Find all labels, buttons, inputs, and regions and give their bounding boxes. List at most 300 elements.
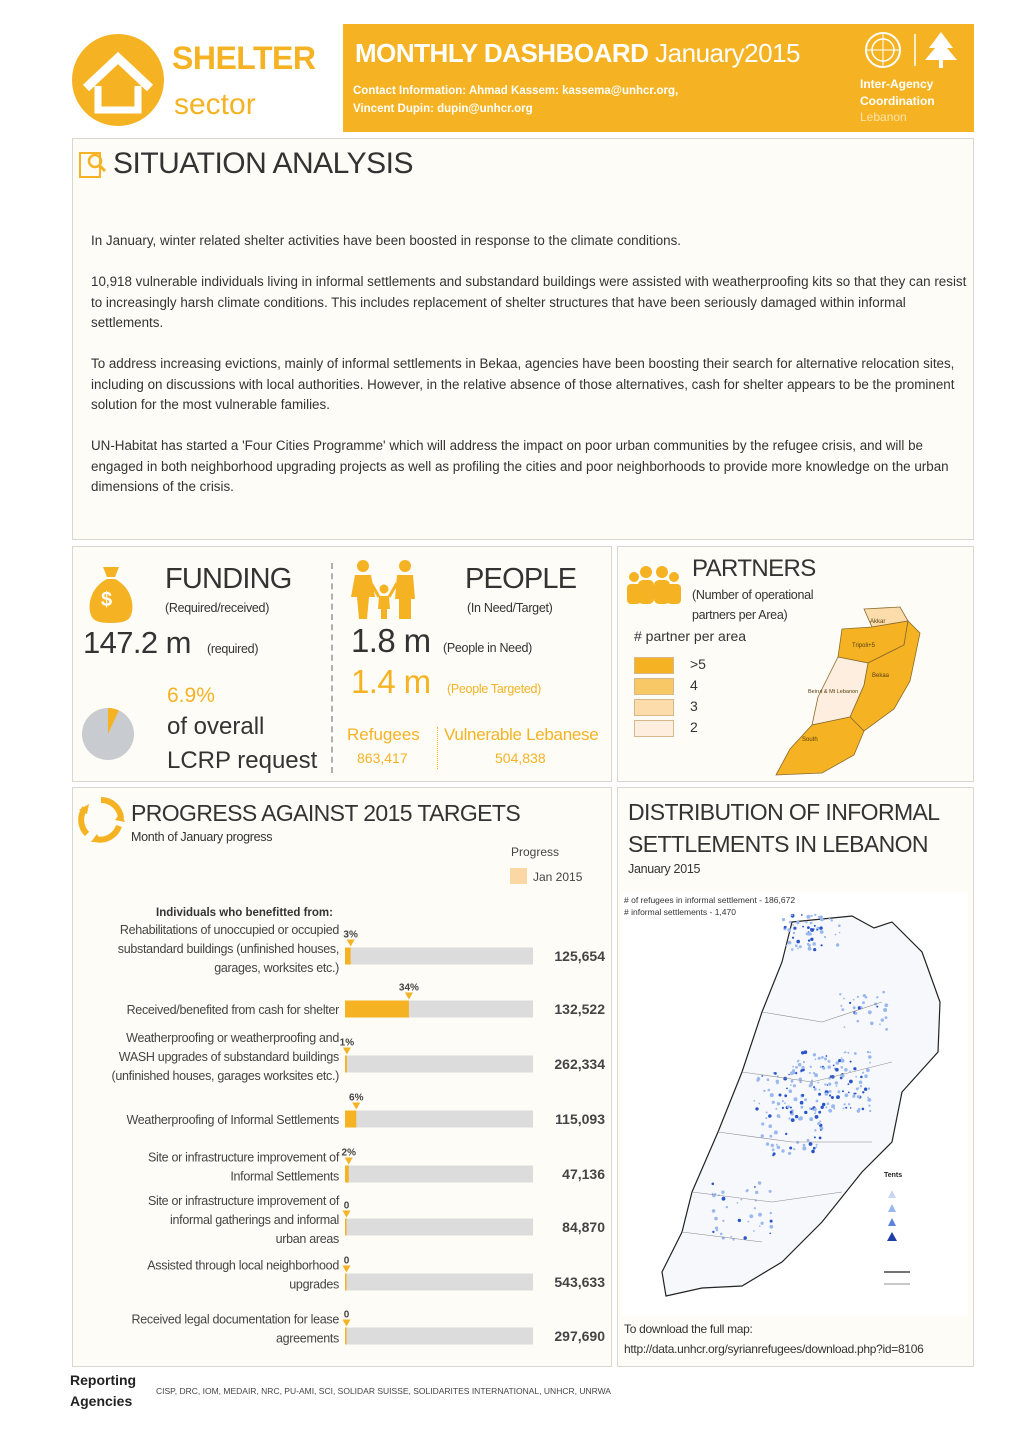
settlement-dot — [831, 1104, 835, 1108]
settlement-dot — [845, 1051, 847, 1053]
settlement-dot — [759, 1225, 761, 1227]
settlement-dot — [810, 922, 813, 925]
settlement-dot — [817, 1082, 819, 1084]
settlement-dot — [810, 1066, 812, 1068]
settlement-dot — [777, 1114, 781, 1118]
progress-category-label: Informal Settlements — [230, 1169, 339, 1184]
settlement-dot — [754, 1207, 756, 1209]
settlement-dot — [791, 914, 793, 916]
settlement-dot — [792, 937, 794, 939]
footer-label-line: Reporting — [70, 1372, 137, 1388]
distribution-map — [622, 892, 968, 1316]
progress-track — [345, 1219, 533, 1236]
progress-category-label: (unfinished houses, garages worksites etc.) — [111, 1069, 339, 1083]
settlement-dot — [858, 1108, 861, 1111]
settlement-dot — [801, 1066, 804, 1069]
progress-bar — [345, 1001, 409, 1018]
org-line-1: Inter-Agency — [860, 77, 934, 91]
settlement-dot — [722, 1197, 726, 1201]
settlement-dot — [781, 1149, 784, 1152]
settlement-dot — [799, 1081, 802, 1084]
settlement-dot — [821, 1056, 824, 1059]
settlement-dot — [850, 1107, 852, 1109]
partners-title: PARTNERS — [692, 555, 816, 582]
settlement-dot — [770, 1093, 774, 1097]
progress-subtitle: Month of January progress — [131, 830, 273, 844]
settlement-dot — [844, 1026, 846, 1028]
settlement-dot — [796, 921, 799, 924]
settlement-dot — [858, 1087, 860, 1089]
settlement-dot — [813, 1053, 816, 1056]
settlement-dot — [748, 1221, 750, 1223]
settlement-dot — [790, 1107, 792, 1109]
settlement-dot — [833, 1065, 835, 1067]
progress-legend-item: Jan 2015 — [533, 870, 583, 884]
settlement-dot — [866, 1068, 870, 1072]
partners-legend-title: # partner per area — [634, 628, 747, 644]
settlement-dot — [813, 948, 816, 951]
settlement-dot — [772, 1101, 775, 1104]
settlement-dot — [768, 1089, 771, 1092]
settlement-dot — [819, 926, 822, 929]
group-icon — [622, 563, 686, 612]
progress-marker — [343, 1320, 351, 1327]
settlement-dot — [721, 1191, 724, 1194]
settlement-dot — [828, 918, 830, 920]
progress-category-label: garages, worksites etc.) — [214, 961, 339, 975]
settlement-dot — [864, 1074, 868, 1078]
settlement-dot — [755, 1199, 757, 1201]
tent-legend-icon — [888, 1218, 896, 1226]
settlement-dot — [879, 1023, 881, 1025]
contact-line-2: Vincent Dupin: dupin@unhcr.org — [353, 103, 533, 115]
settlement-dot — [712, 1209, 716, 1213]
progress-row — [118, 923, 605, 975]
settlement-dot — [843, 1107, 845, 1109]
progress-row — [112, 1031, 606, 1083]
divider — [331, 563, 333, 773]
tent-legend-icon — [888, 1204, 896, 1212]
settlement-dot — [777, 1146, 781, 1150]
settlement-dot — [782, 918, 785, 921]
settlement-dot — [786, 945, 788, 947]
settlement-dot — [860, 1085, 862, 1087]
settlement-dot — [801, 1051, 804, 1054]
settlement-dot — [785, 1133, 787, 1135]
settlement-dot — [818, 1111, 821, 1114]
progress-marker — [347, 940, 355, 947]
settlement-dot — [795, 1115, 798, 1118]
settlement-dot — [868, 1055, 872, 1059]
settlement-dot — [819, 1137, 822, 1140]
settlement-dot — [767, 1078, 770, 1081]
settlement-dot — [862, 1091, 864, 1093]
settlement-dot — [835, 1081, 838, 1084]
settlement-dot — [790, 1071, 794, 1075]
settlement-dot — [788, 941, 792, 945]
progress-percent-label: 0 — [343, 1309, 350, 1321]
progress-bar — [345, 948, 351, 965]
settlement-dot — [792, 1066, 794, 1068]
settlement-dot — [821, 944, 823, 946]
progress-target-value: 297,690 — [554, 1328, 605, 1344]
settlement-dot — [859, 1081, 863, 1085]
settlement-dot — [831, 919, 833, 921]
settlement-dot — [850, 1061, 852, 1063]
settlement-dot — [777, 1102, 780, 1105]
settlement-dot — [849, 1070, 851, 1072]
settlement-dot — [755, 1191, 758, 1194]
settlement-dot — [838, 924, 841, 927]
partners-map — [768, 605, 968, 777]
settlement-dot — [828, 1065, 831, 1068]
settlement-dot — [835, 934, 837, 936]
settlement-dot — [817, 1122, 820, 1125]
settlement-dot — [839, 932, 841, 934]
funding-pie-chart — [81, 707, 135, 761]
settlement-dot — [791, 1080, 794, 1083]
settlement-dot — [862, 1072, 864, 1074]
progress-bar-chart — [73, 788, 613, 1368]
settlement-dot — [848, 1103, 850, 1105]
settlement-dot — [774, 1131, 778, 1135]
settlement-dot — [876, 1006, 878, 1008]
reporting-agencies-label — [70, 1370, 136, 1412]
progress-bar — [345, 1328, 347, 1345]
map-label-tripoli: Tripoli+5 — [852, 643, 875, 649]
emblems — [857, 28, 967, 72]
settlement-dot — [797, 948, 799, 950]
settlement-dot — [836, 1061, 840, 1065]
progress-title: PROGRESS AGAINST 2015 TARGETS — [131, 800, 521, 826]
lebanon-outline — [662, 916, 940, 1296]
settlement-dot — [820, 1066, 822, 1068]
funding-subtitle: (Required/received) — [165, 601, 270, 615]
settlement-dot — [770, 1220, 773, 1223]
settlement-dot — [776, 1080, 779, 1083]
funding-of-overall: of overall — [167, 713, 265, 740]
progress-percent-label: 3% — [343, 929, 358, 941]
progress-panel — [72, 787, 612, 1367]
settlement-dot — [814, 1113, 816, 1115]
settlement-dot — [870, 1022, 874, 1026]
settlement-dot — [795, 1066, 798, 1069]
settlement-dot — [869, 1110, 871, 1112]
settlement-dot — [715, 1227, 718, 1230]
settlement-dot — [814, 1088, 817, 1091]
settlement-dot — [814, 1136, 816, 1138]
progress-bar — [345, 1111, 356, 1128]
settlement-dot — [862, 1001, 865, 1004]
partners-subtitle-line: (Number of operational — [692, 588, 814, 602]
progress-category-label: Site or infrastructure improvement of — [147, 1194, 339, 1208]
distribution-panel — [617, 787, 974, 1367]
settlement-dot — [814, 914, 816, 916]
progress-category-label: upgrades — [289, 1277, 339, 1292]
progress-percent-label: 0 — [343, 1255, 350, 1267]
progress-target-value: 115,093 — [555, 1111, 605, 1127]
settlement-dot — [869, 1051, 871, 1053]
dashboard-title — [355, 38, 800, 69]
settlement-dot — [799, 945, 802, 948]
legend-swatch — [634, 720, 674, 737]
settlement-dot — [793, 932, 795, 934]
settlement-dot — [836, 1085, 838, 1087]
funding-percent: 6.9% — [167, 684, 215, 707]
settlement-dot — [771, 1144, 774, 1147]
settlement-dot — [809, 1108, 811, 1110]
settlement-dot — [769, 1225, 773, 1229]
settlement-dot — [815, 1059, 817, 1061]
partners-panel — [617, 546, 974, 782]
settlement-dot — [855, 1093, 857, 1095]
settlement-dot — [853, 999, 855, 1001]
settlement-dot — [857, 1020, 860, 1023]
settlement-dot — [854, 1052, 857, 1055]
settlement-dot — [740, 1199, 742, 1201]
settlement-dot — [829, 1090, 832, 1093]
progress-bar — [345, 1056, 347, 1073]
progress-category-label: Weatherproofing or weatherproofing and — [126, 1031, 339, 1045]
settlement-dot — [770, 1136, 772, 1138]
sector-sub: sector — [174, 88, 256, 121]
dashboard-month: January2015 — [655, 38, 800, 68]
situation-paragraph: 10,918 vulnerable individuals living in informal settlements and substandard buildings were assisted with weatherproofing kits so that they can resist to increasingly harsh climate conditions. This includes replacement of shelter structures that have been seriously damaged within informal settlements. — [91, 274, 967, 330]
progress-group-label: Individuals who benefitted from: — [156, 907, 333, 919]
settlement-dot — [811, 915, 813, 917]
org-line-2: Coordination — [860, 94, 935, 108]
progress-category-label: substandard buildings (unfinished houses, — [117, 942, 339, 956]
settlement-dot — [809, 1142, 813, 1146]
settlement-dot — [726, 1206, 728, 1208]
sector-name: SHELTER — [172, 40, 316, 76]
settlement-dot — [841, 1008, 844, 1011]
map-label-beirut: Beirut & Mt Lebanon — [808, 689, 859, 695]
settlement-dot — [822, 1103, 825, 1106]
tent-legend-icon — [887, 1232, 897, 1241]
download-info — [624, 1319, 923, 1359]
settlement-dot — [791, 948, 794, 951]
settlement-dot — [848, 1092, 850, 1094]
people-title: PEOPLE — [465, 563, 577, 595]
family-icon — [349, 559, 421, 626]
settlement-dot — [815, 1115, 819, 1119]
settlement-dot — [831, 1096, 834, 1099]
progress-percent-label: 0 — [343, 1200, 350, 1212]
progress-row — [148, 1148, 605, 1184]
refugees-label: Refugees — [347, 725, 420, 744]
settlement-dot — [841, 1066, 844, 1069]
settlement-dot — [804, 1098, 807, 1101]
settlement-dot — [836, 1095, 840, 1099]
settlement-dot — [803, 1144, 806, 1147]
settlement-dot — [784, 1094, 787, 1097]
settlement-dot — [813, 1147, 816, 1150]
progress-row — [148, 1194, 605, 1246]
progress-track — [345, 1056, 533, 1073]
progress-target-value: 262,334 — [554, 1056, 605, 1072]
settlement-dot — [820, 1129, 822, 1131]
progress-target-value: 84,870 — [562, 1219, 605, 1235]
map-area-south — [776, 717, 864, 775]
settlement-dot — [808, 939, 810, 941]
settlement-dot — [720, 1233, 723, 1236]
settlement-dot — [730, 1236, 732, 1238]
settlement-dot — [757, 1077, 761, 1081]
distribution-title — [628, 796, 939, 860]
settlement-dot — [836, 943, 839, 946]
settlement-dot — [791, 1118, 795, 1122]
settlement-dot — [762, 1123, 764, 1125]
tent-legend-icon — [888, 1190, 896, 1198]
settlement-dot — [869, 1011, 872, 1014]
progress-target-value: 132,522 — [554, 1001, 605, 1017]
settlement-dot — [805, 921, 808, 924]
settlement-dot — [768, 1114, 771, 1117]
settlement-dot — [761, 1222, 764, 1225]
settlement-dot — [814, 925, 816, 927]
settlement-dot — [839, 993, 841, 995]
funding-amount-note: (required) — [207, 642, 259, 656]
settlement-dot — [812, 1108, 814, 1110]
settlement-dot — [789, 921, 792, 924]
distribution-stat: # informal settlements - 1,470 — [624, 907, 736, 917]
legend-label: 2 — [690, 719, 698, 735]
legend-label: 4 — [690, 677, 698, 693]
settlement-dot — [829, 1094, 831, 1096]
map-legend-title: Tents — [884, 1172, 903, 1179]
progress-category-label: WASH upgrades of substandard buildings — [118, 1050, 339, 1064]
org-name — [860, 76, 935, 110]
settlement-dot — [753, 1100, 755, 1102]
settlement-dot — [803, 1061, 805, 1063]
settlement-dot — [862, 1108, 865, 1111]
settlement-dot — [793, 1084, 796, 1087]
progress-category-label: Received legal documentation for lease — [131, 1312, 339, 1327]
settlement-dot — [853, 1067, 856, 1070]
settlement-dot — [809, 1117, 813, 1121]
settlement-dot — [793, 1148, 795, 1150]
settlement-dot — [828, 1083, 831, 1086]
settlement-dot — [774, 1072, 777, 1075]
progress-category-label: Weatherproofing of Informal Settlements — [126, 1113, 339, 1127]
legend-swatch — [634, 699, 674, 716]
map-label-south: South — [802, 737, 818, 743]
settlement-dot — [828, 1109, 832, 1113]
settlement-dot — [801, 914, 803, 916]
situation-paragraph: To address increasing evictions, mainly of informal settlements in Bekaa, agencies have been boosting their search for alternative relocation sites, including on discussions with local authorities. However, in the relative absence of those alternatives, cash for shelter appears to be the prominent solution for the most vulnerable families. — [91, 356, 955, 412]
settlement-dot — [722, 1220, 724, 1222]
settlement-dot — [776, 1144, 778, 1146]
settlement-dot — [765, 1117, 767, 1119]
settlement-dot — [755, 1107, 758, 1110]
un-emblem-icon — [857, 28, 967, 72]
situation-paragraph: In January, winter related shelter activities have been boosted in response to the climate conditions. — [91, 233, 682, 248]
progress-category-label: urban areas — [275, 1232, 339, 1246]
settlement-dot — [820, 930, 824, 934]
legend-label: 3 — [690, 698, 698, 714]
settlement-dot — [884, 1003, 888, 1007]
settlement-dot — [844, 1103, 846, 1105]
settlement-dot — [810, 1083, 813, 1086]
settlement-dot — [816, 929, 818, 931]
progress-target-value: 125,654 — [554, 948, 605, 964]
settlement-dot — [790, 1111, 793, 1114]
map-label-akkar: Akkar — [870, 619, 886, 625]
settlement-dot — [753, 1230, 755, 1232]
progress-track — [345, 1166, 533, 1183]
progress-percent-label: 2% — [341, 1147, 356, 1159]
settlement-dot — [824, 1083, 826, 1085]
settlement-dot — [855, 1076, 857, 1078]
settlement-dot — [826, 1055, 828, 1057]
settlement-dot — [852, 1095, 855, 1098]
progress-category-label: Rehabilitations of unoccupied or occupied — [119, 923, 339, 937]
settlement-dot — [737, 1202, 739, 1204]
contact-info — [353, 82, 773, 118]
progress-marker — [343, 1048, 351, 1055]
settlement-dot — [876, 996, 878, 998]
settlement-dot — [814, 1108, 817, 1111]
progress-target-value: 543,633 — [554, 1274, 605, 1290]
settlement-dot — [825, 1106, 827, 1108]
settlement-dot — [867, 1051, 869, 1053]
settlement-dot — [841, 1060, 843, 1062]
settlement-dot — [793, 927, 796, 930]
settlement-dot — [746, 1190, 749, 1193]
settlement-dot — [775, 1108, 777, 1110]
progress-category-label: Received/benefited from cash for shelter — [126, 1003, 339, 1017]
settlement-dot — [798, 1063, 802, 1067]
map-label-bekaa: Bekaa — [872, 673, 890, 679]
settlement-dot — [810, 928, 814, 932]
divider — [437, 727, 438, 769]
distribution-stat: # of refugees in informal settlement - 186,672 — [624, 895, 796, 905]
settlement-dot — [802, 926, 804, 928]
progress-marker — [343, 1266, 351, 1273]
progress-marker — [345, 1158, 353, 1165]
download-link[interactable]: http://data.unhcr.org/syrianrefugees/download.php?id=8106 — [624, 1342, 924, 1356]
settlement-dot — [758, 1213, 762, 1217]
settlement-dot — [754, 1186, 756, 1188]
settlement-dot — [820, 918, 823, 921]
settlement-dot — [744, 1236, 747, 1239]
settlement-dot — [868, 1087, 870, 1089]
settlement-dot — [761, 1075, 763, 1077]
progress-track — [345, 1111, 533, 1128]
settlement-dot — [782, 1107, 784, 1109]
settlement-dot — [769, 1190, 772, 1193]
progress-marker — [405, 993, 413, 1000]
settlement-dot — [849, 1080, 853, 1084]
settlement-dot — [712, 1194, 716, 1198]
settlement-dot — [801, 1094, 804, 1097]
situation-panel — [72, 138, 974, 540]
header-bar — [343, 24, 974, 132]
settlement-dot — [868, 1105, 870, 1107]
settlement-dot — [824, 936, 826, 938]
progress-percent-label: 6% — [349, 1092, 364, 1104]
currency-symbol: $ — [101, 589, 113, 611]
settlement-dot — [787, 1105, 790, 1108]
settlement-dot — [842, 1090, 844, 1092]
partners-subtitle-line: partners per Area) — [692, 608, 788, 622]
settlement-dot — [799, 1116, 803, 1120]
settlement-dot — [772, 1148, 775, 1151]
settlement-dot — [845, 1093, 849, 1097]
lebanese-value: 504,838 — [495, 750, 546, 766]
footer-label-line: Agencies — [70, 1393, 133, 1409]
